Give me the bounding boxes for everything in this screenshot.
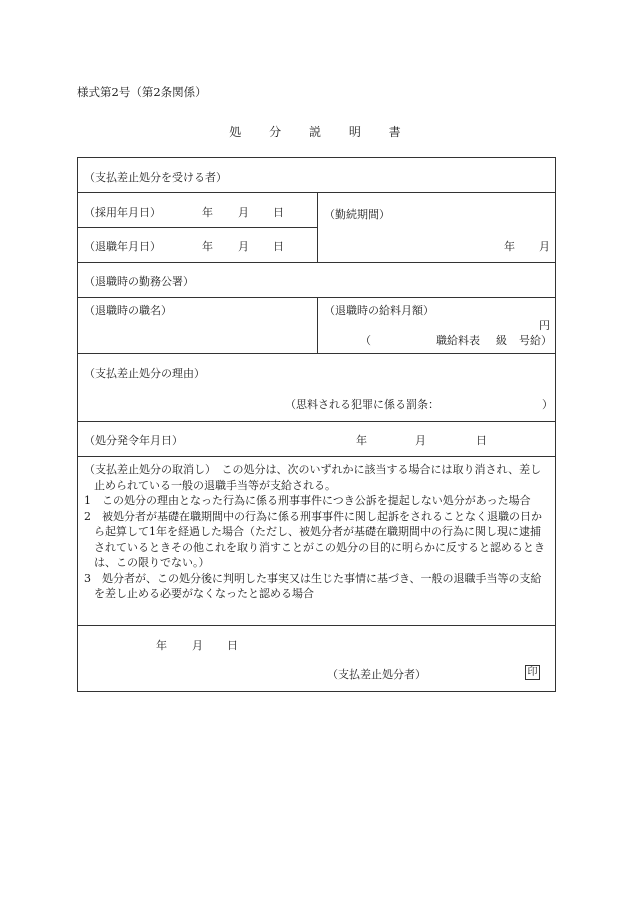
title-char: 処 [229, 125, 242, 139]
row-divider [78, 353, 555, 354]
cancellation-item: 3 処分者が、この処分後に判明した事実又は生じた事情に基づき、一般の退職手当等の支給を差し止める必要がなくなったと認める場合 [84, 571, 542, 600]
page-title [0, 123, 630, 140]
column-divider [317, 192, 318, 262]
salary-label: （退職時の給料月額） [324, 304, 434, 317]
service-years: 年 [504, 240, 515, 253]
title-char: 分 [269, 125, 282, 139]
salary-table: 職給料表 [436, 334, 480, 347]
service-months: 月 [539, 240, 550, 253]
service-period-label: （勤続期間） [324, 208, 390, 221]
retire-day: 日 [273, 240, 284, 253]
hire-date-label: （採用年月日） [84, 206, 161, 219]
office-label: （退職時の勤務公署） [84, 275, 194, 288]
position-label: （退職時の職名） [84, 304, 172, 317]
cancellation-conditions [84, 462, 550, 602]
sign-month: 月 [192, 639, 203, 652]
salary-step: 号給） [519, 334, 552, 347]
hire-month: 月 [238, 206, 249, 219]
sign-year: 年 [156, 639, 167, 652]
row-divider [78, 456, 555, 457]
hire-day: 日 [273, 206, 284, 219]
issue-date-label: （処分発令年月日） [84, 434, 183, 447]
cancellation-item: 2 被処分者が基礎在職期間中の行為に係る刑事事件に関し起訴をされることなく退職の日から起算して1年を経過した場合（ただし、被処分者が基礎在職期間中の行為に関し現に逮捕されているときその他これを取り消すことがこの処分の目的に明らかに反すると認めるときは、この限りでない。） [84, 509, 545, 569]
salary-grade: 級 [496, 334, 507, 347]
hire-year: 年 [202, 206, 213, 219]
seal-mark: 印 [525, 665, 540, 680]
cancellation-heading: （支払差止処分の取消し） この処分は、次のいずれかに該当する場合には取り消され、差し止められている一般の退職手当等が支給される。 [84, 463, 542, 492]
disposition-form [77, 157, 556, 692]
retire-year: 年 [202, 240, 213, 253]
column-divider [317, 297, 318, 353]
issue-day: 日 [476, 434, 487, 447]
retire-month: 月 [238, 240, 249, 253]
sign-day: 日 [227, 639, 238, 652]
title-char: 明 [348, 125, 361, 139]
row-divider [78, 262, 555, 263]
retire-date-label: （退職年月日） [84, 240, 161, 253]
salary-paren-open: （ [360, 334, 371, 347]
penalty-clause-label: （思料される犯罪に係る罰条： [285, 398, 439, 411]
issue-year: 年 [356, 434, 367, 447]
disposer-label: （支払差止処分者） [327, 668, 426, 681]
reason-label: （支払差止処分の理由） [84, 367, 205, 380]
title-char: 説 [308, 125, 321, 139]
recipient-label: （支払差止処分を受ける者） [84, 171, 227, 184]
row-divider [78, 421, 555, 422]
penalty-clause-close: ） [542, 398, 553, 411]
issue-month: 月 [415, 434, 426, 447]
form-number: 様式第2号（第2条関係） [77, 85, 207, 99]
title-char: 書 [388, 125, 401, 139]
row-divider [78, 227, 317, 228]
cancellation-item: 1 この処分の理由となった行為に係る刑事事件につき公訴を提起しない処分があった場合 [84, 494, 531, 507]
salary-yen: 円 [539, 319, 550, 332]
row-divider [78, 625, 555, 626]
